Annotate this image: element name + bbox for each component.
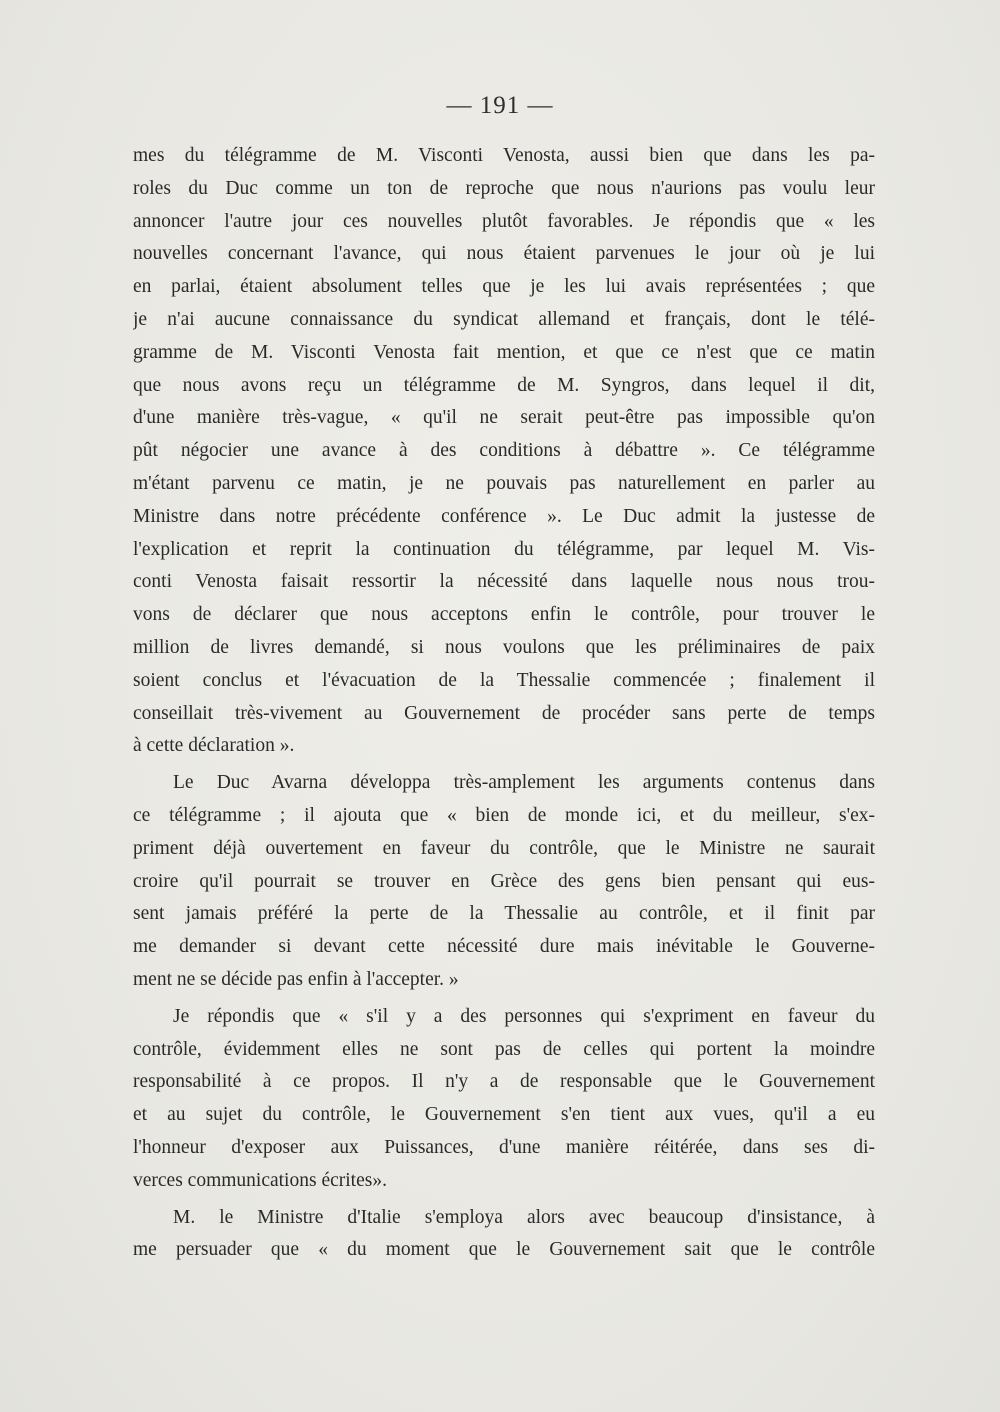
text-line: me persuader que « du moment que le Gouvernement sait que le contrôle — [133, 1239, 875, 1261]
text-line: m'étant parvenu ce matin, je ne pouvais pas naturellement en parler au — [133, 472, 875, 494]
text-line: pût négocier une avance à des conditions à débattre ». Ce télégramme — [133, 440, 875, 462]
text-line: d'une manière très-vague, « qu'il ne serait peut-être pas impossible qu'on — [133, 407, 875, 429]
text-line: ment ne se décide pas enfin à l'accepter. » — [133, 968, 459, 990]
text-line: conseillait très-vivement au Gouvernement de procéder sans perte de temps — [133, 702, 875, 724]
text-line: nouvelles concernant l'avance, qui nous étaient parvenues le jour où je lui — [133, 243, 875, 265]
text-line: roles du Duc comme un ton de reproche que nous n'aurions pas voulu leur — [133, 177, 875, 199]
text-line: l'explication et reprit la continuation du télégramme, par lequel M. Vis- — [133, 538, 875, 560]
text-line: contrôle, évidemment elles ne sont pas de celles qui portent la moindre — [133, 1038, 875, 1060]
text-line: que nous avons reçu un télégramme de M. Syngros, dans lequel il dit, — [133, 374, 875, 396]
text-line: conti Venosta faisait ressortir la nécessité dans laquelle nous nous trou- — [133, 571, 875, 593]
body-text — [133, 140, 875, 1267]
text-line: million de livres demandé, si nous voulons que les préliminaires de paix — [133, 636, 875, 658]
text-line: me demander si devant cette nécessité dure mais inévitable le Gouverne- — [133, 936, 875, 958]
text-line: sent jamais préféré la perte de la Thessalie au contrôle, et il finit par — [133, 903, 875, 925]
text-line: croire qu'il pourrait se trouver en Grèce des gens bien pensant qui eus- — [133, 870, 875, 892]
text-line: et au sujet du contrôle, le Gouvernement s'en tient aux vues, qu'il a eu — [133, 1104, 875, 1126]
text-line: annoncer l'autre jour ces nouvelles plutôt favorables. Je répondis que « les — [133, 210, 875, 232]
text-line: en parlai, étaient absolument telles que je les lui avais représentées ; que — [133, 276, 875, 298]
page-number: — 191 — — [446, 92, 554, 119]
text-line: responsabilité à ce propos. Il n'y a de responsable que le Gouvernement — [133, 1071, 875, 1093]
text-line: vons de déclarer que nous acceptons enfin le contrôle, pour trouver le — [133, 604, 875, 626]
text-line: gramme de M. Visconti Venosta fait mention, et que ce n'est que ce matin — [133, 341, 875, 363]
text-line: je n'ai aucune connaissance du syndicat allemand et français, dont le télé- — [133, 308, 875, 330]
text-line: mes du télégramme de M. Visconti Venosta, aussi bien que dans les pa- — [133, 145, 875, 166]
text-line: à cette déclaration ». — [133, 735, 295, 757]
text-line: soient conclus et l'évacuation de la Thessalie commencée ; finalement il — [133, 669, 875, 691]
text-line: priment déjà ouvertement en faveur du contrôle, que le Ministre ne saurait — [133, 837, 875, 859]
text-line: ce télégramme ; il ajouta que « bien de monde ici, et du meilleur, s'ex- — [133, 804, 875, 826]
text-line: Je répondis que « s'il y a des personnes qui s'expriment en faveur du — [173, 1005, 875, 1027]
text-line: M. le Ministre d'Italie s'employa alors avec beaucoup d'insistance, à — [173, 1206, 875, 1228]
text-line: verces communications écrites». — [133, 1169, 387, 1191]
text-line: Ministre dans notre précédente conférence ». Le Duc admit la justesse de — [133, 505, 875, 527]
text-line: l'honneur d'exposer aux Puissances, d'une manière réitérée, dans ses di- — [133, 1136, 875, 1158]
text-line: Le Duc Avarna développa très-amplement les arguments contenus dans — [173, 772, 875, 794]
